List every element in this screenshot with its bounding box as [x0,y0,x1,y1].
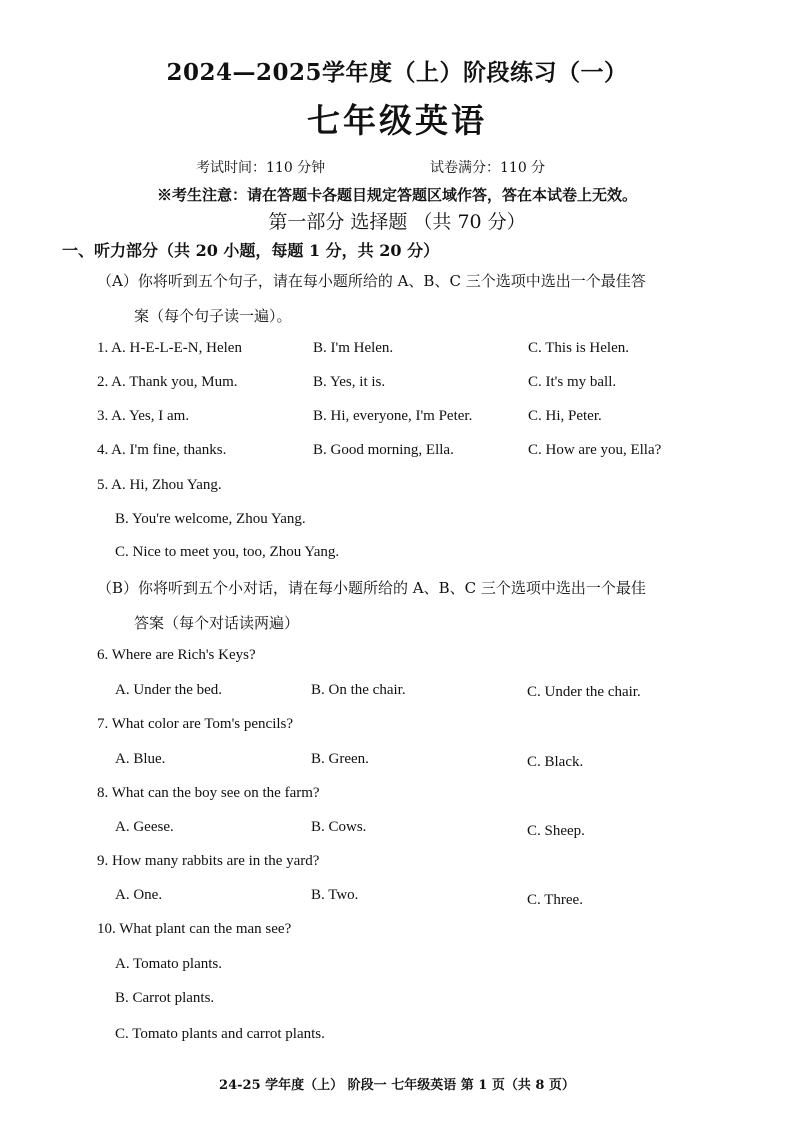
q9-option-c: C. Three. [527,892,583,908]
q9-stem: 9. How many rabbits are in the yard? [97,853,320,869]
q8-stem: 8. What can the boy see on the farm? [97,785,320,801]
q10-option-b: B. Carrot plants. [115,990,215,1006]
q5-option-b: B. You're welcome, Zhou Yang. [115,511,306,527]
instruction-a-line1: （A）你将听到五个句子，请在每小题所给的 A、B、C 三个选项中选出一个最佳答 [97,272,646,290]
part-title: 第一部分 选择题 （共 70 分） [268,211,526,233]
q1-option-a: 1. A. H-E-L-E-N, Helen [97,340,242,356]
q8-option-c: C. Sheep. [527,823,585,839]
q10-option-c: C. Tomato plants and carrot plants. [115,1026,325,1042]
instruction-a-line2: 案（每个句子读一遍）。 [134,307,292,325]
q6-option-c: C. Under the chair. [527,684,641,700]
q4-option-c: C. How are you, Ella? [528,442,662,458]
q2-option-b: B. Yes, it is. [313,374,386,390]
subject-title: 七年级英语 [307,101,487,140]
q8-option-b: B. Cows. [311,819,367,835]
q9-option-b: B. Two. [311,887,359,903]
section-title: 一、听力部分（共 20 小题，每题 1 分，共 20 分） [62,241,440,260]
q3-option-c: C. Hi, Peter. [528,408,602,424]
q7-option-c: C. Black. [527,754,584,770]
instruction-b-line1: （B）你将听到五个小对话，请在每小题所给的 A、B、C 三个选项中选出一个最佳 [97,579,646,597]
q10-stem: 10. What plant can the man see? [97,921,292,937]
exam-notice: ※考生注意：请在答题卡各题目规定答题区域作答，答在本试卷上无效。 [156,186,637,204]
q3-option-a: 3. A. Yes, I am. [97,408,190,424]
q7-option-a: A. Blue. [115,751,166,767]
q9-option-a: A. One. [115,887,163,903]
exam-title: 2024—2025学年度（上）阶段练习（一） [166,59,628,86]
page-footer: 24-25 学年度（上） 阶段一 七年级英语 第 1 页（共 8 页） [219,1078,575,1093]
q10-option-a: A. Tomato plants. [115,956,222,972]
q4-option-a: 4. A. I'm fine, thanks. [97,442,227,458]
q1-option-b: B. I'm Helen. [313,340,394,356]
q6-option-b: B. On the chair. [311,682,406,698]
q2-option-c: C. It's my ball. [528,374,617,390]
q6-option-a: A. Under the bed. [115,682,223,698]
instruction-b-line2: 答案（每个对话读两遍） [134,614,300,632]
q7-option-b: B. Green. [311,751,369,767]
q5-option-a: 5. A. Hi, Zhou Yang. [97,477,222,493]
q1-option-c: C. This is Helen. [528,340,629,356]
q2-option-a: 2. A. Thank you, Mum. [97,374,238,390]
exam-time: 考试时间：110 分钟 [196,160,326,176]
q3-option-b: B. Hi, everyone, I'm Peter. [313,408,473,424]
q8-option-a: A. Geese. [115,819,174,835]
q4-option-b: B. Good morning, Ella. [313,442,454,458]
q6-stem: 6. Where are Rich's Keys? [97,647,256,663]
q7-stem: 7. What color are Tom's pencils? [97,716,294,732]
q5-option-c: C. Nice to meet you, too, Zhou Yang. [115,544,340,560]
full-score: 试卷满分：110 分 [430,160,546,176]
